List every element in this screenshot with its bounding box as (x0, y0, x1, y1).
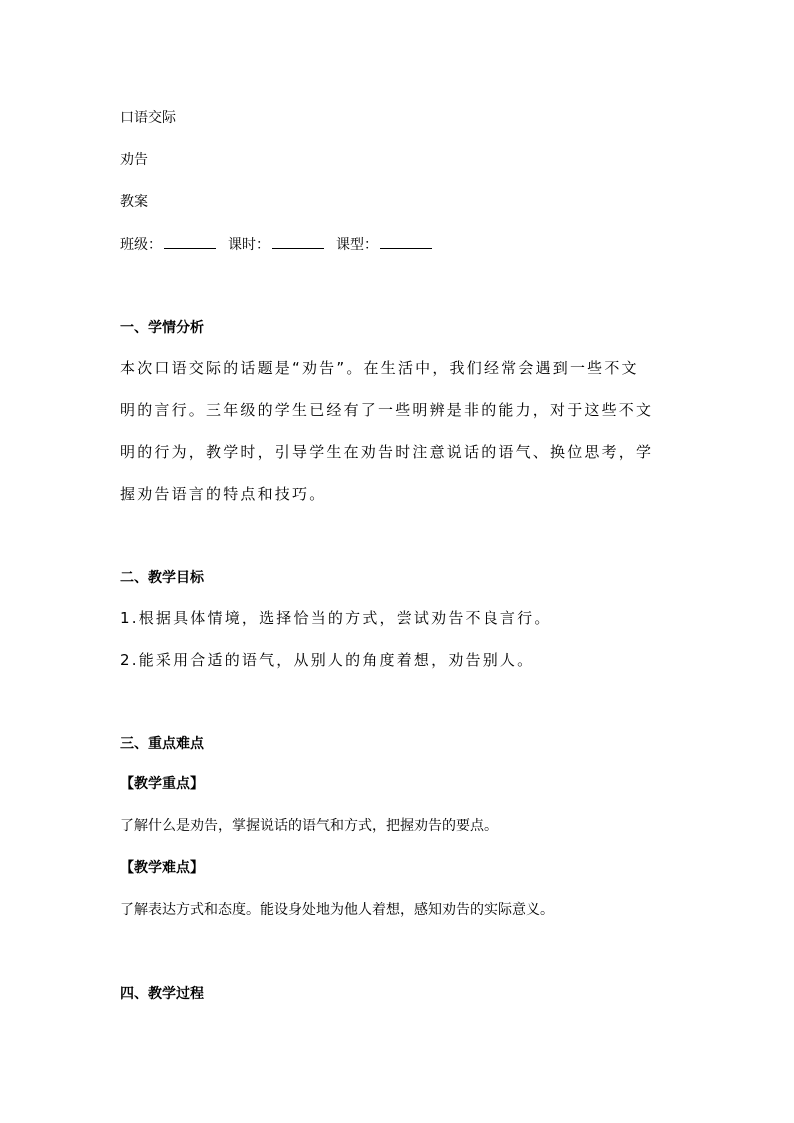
class-blank (164, 234, 216, 249)
period-label: 课时： (228, 237, 270, 253)
meta-line (120, 234, 436, 255)
class-label: 班级： (120, 237, 162, 253)
doc-title-line-2: 劝告 (120, 152, 148, 168)
section-4-title: 四、教学过程 (120, 986, 204, 1002)
key-point-text: 了解什么是劝告，掌握说话的语气和方式，把握劝告的要点。 (120, 818, 498, 834)
section-1-line-1: 本次口语交际的话题是“劝告”。在生活中，我们经常会遇到一些不文 (120, 359, 639, 377)
objective-item-2: 2.能采用合适的语气，从别人的角度着想，劝告别人。 (120, 651, 535, 669)
objective-item-1: 1.根据具体情境，选择恰当的方式，尝试劝告不良言行。 (120, 609, 552, 627)
key-point-label: 【教学重点】 (120, 776, 204, 792)
difficulty-label: 【教学难点】 (120, 860, 204, 876)
difficulty-text: 了解表达方式和态度。能设身处地为他人着想，感知劝告的实际意义。 (120, 902, 554, 918)
section-1-title: 一、学情分析 (120, 320, 204, 336)
section-1-line-3: 明的行为，教学时，引导学生在劝告时注意说话的语气、换位思考，学 (120, 443, 654, 461)
section-1-line-2: 明的言行。三年级的学生已经有了一些明辨是非的能力，对于这些不文 (120, 401, 654, 419)
doc-title-line-1: 口语交际 (120, 110, 176, 126)
section-1-line-4: 握劝告语言的特点和技巧。 (120, 485, 327, 503)
type-blank (380, 234, 432, 249)
period-blank (272, 234, 324, 249)
doc-title-line-3: 教案 (120, 194, 148, 210)
type-label: 课型： (336, 237, 378, 253)
section-3-title: 三、重点难点 (120, 736, 204, 752)
section-2-title: 二、教学目标 (120, 570, 204, 586)
